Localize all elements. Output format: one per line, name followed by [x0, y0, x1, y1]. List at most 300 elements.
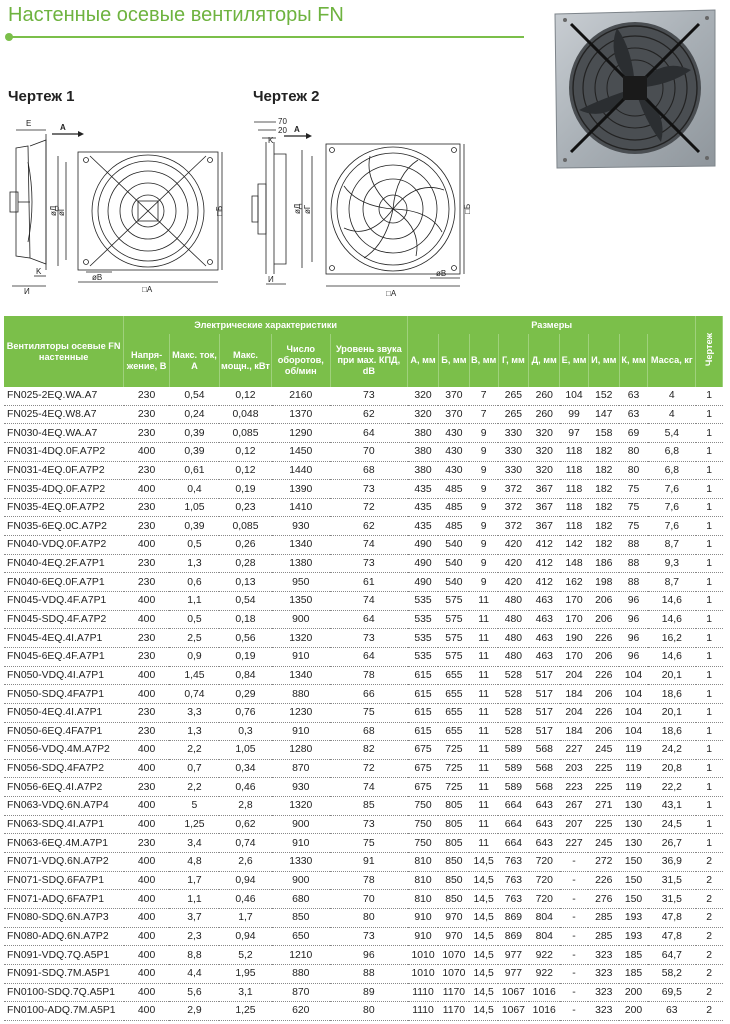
table-cell: 540	[438, 573, 469, 592]
table-cell: 200	[619, 983, 648, 1002]
table-cell: 810	[408, 871, 439, 890]
drawing-header: Чертеж	[696, 316, 723, 387]
table-cell: 226	[588, 703, 619, 722]
table-cell: 230	[124, 405, 170, 424]
table-cell: 69	[619, 424, 648, 443]
table-cell: 230	[124, 517, 170, 536]
table-cell: 517	[529, 685, 560, 704]
table-cell: 763	[498, 890, 529, 909]
table-cell: 74	[330, 778, 408, 797]
table-cell: 910	[272, 834, 330, 853]
table-cell: 104	[619, 685, 648, 704]
table-cell: 720	[529, 871, 560, 890]
column-header: И, мм	[588, 334, 619, 387]
table-cell: 9	[469, 480, 498, 499]
table-cell: 225	[588, 815, 619, 834]
svg-text:øB: øB	[92, 273, 103, 282]
table-cell: 323	[588, 1002, 619, 1021]
table-cell: 0,7	[169, 759, 219, 778]
table-cell: 1280	[272, 741, 330, 760]
table-cell: 910	[272, 647, 330, 666]
table-cell: 88	[619, 536, 648, 555]
table-cell: 1410	[272, 498, 330, 517]
table-cell: 922	[529, 964, 560, 983]
table-cell: 0,39	[169, 442, 219, 461]
table-cell: 1390	[272, 480, 330, 499]
table-cell: 75	[619, 480, 648, 499]
table-cell: 810	[408, 890, 439, 909]
table-cell: 650	[272, 927, 330, 946]
table-cell: 226	[588, 629, 619, 648]
table-cell: 1,95	[219, 964, 271, 983]
svg-text:K: K	[268, 136, 274, 145]
table-cell: 0,34	[219, 759, 271, 778]
table-cell: 0,12	[219, 387, 271, 405]
table-cell: 68	[330, 722, 408, 741]
table-cell: 104	[619, 666, 648, 685]
model-cell: FN050-6EQ.4FA7P1	[4, 722, 124, 741]
table-cell: 0,46	[219, 778, 271, 797]
table-cell: 11	[469, 685, 498, 704]
table-row	[4, 759, 723, 778]
table-cell: 9	[469, 573, 498, 592]
table-row	[4, 573, 723, 592]
table-cell: 0,4	[169, 480, 219, 499]
table-cell: 7,6	[648, 480, 696, 499]
table-cell: 490	[408, 573, 439, 592]
table-cell: 104	[619, 703, 648, 722]
table-cell: 1	[696, 424, 723, 443]
table-cell: 11	[469, 703, 498, 722]
table-cell: 230	[124, 834, 170, 853]
table-cell: 400	[124, 927, 170, 946]
table-cell: 16,2	[648, 629, 696, 648]
table-cell: 870	[272, 983, 330, 1002]
table-cell: 400	[124, 741, 170, 760]
table-cell: 230	[124, 573, 170, 592]
table-cell: 1330	[272, 853, 330, 872]
table-cell: 11	[469, 815, 498, 834]
table-cell: 80	[619, 442, 648, 461]
table-cell: 4,4	[169, 964, 219, 983]
table-cell: 73	[330, 927, 408, 946]
table-cell: 162	[560, 573, 589, 592]
table-row	[4, 890, 723, 909]
table-cell: 70	[330, 890, 408, 909]
table-cell: 5	[169, 797, 219, 816]
model-cell: FN030-4EQ.WA.A7	[4, 424, 124, 443]
table-cell: -	[560, 853, 589, 872]
table-cell: 8,7	[648, 536, 696, 555]
table-cell: -	[560, 1002, 589, 1021]
svg-text:øB: øB	[436, 269, 447, 278]
table-cell: 535	[408, 610, 439, 629]
table-cell: 9	[469, 536, 498, 555]
electrical-group-header: Электрические характеристики	[124, 316, 408, 334]
table-cell: 1	[696, 498, 723, 517]
svg-text:□Б: □Б	[215, 205, 224, 216]
table-cell: 485	[438, 517, 469, 536]
table-cell: 2	[696, 908, 723, 927]
table-cell: 11	[469, 759, 498, 778]
table-cell: 664	[498, 815, 529, 834]
table-cell: 930	[272, 517, 330, 536]
table-cell: 198	[588, 573, 619, 592]
table-cell: 150	[619, 853, 648, 872]
table-cell: 1170	[438, 1002, 469, 1021]
table-row	[4, 834, 723, 853]
table-cell: 185	[619, 964, 648, 983]
table-cell: 47,8	[648, 927, 696, 946]
table-cell: 2	[696, 871, 723, 890]
table-row	[4, 685, 723, 704]
table-cell: 1	[696, 647, 723, 666]
table-cell: 850	[272, 908, 330, 927]
table-cell: 14,5	[469, 1002, 498, 1021]
table-cell: 615	[408, 666, 439, 685]
table-cell: 1	[696, 815, 723, 834]
table-cell: 535	[408, 647, 439, 666]
table-cell: 420	[498, 573, 529, 592]
table-cell: 230	[124, 778, 170, 797]
table-cell: 2	[696, 964, 723, 983]
table-cell: 9	[469, 461, 498, 480]
table-cell: 643	[529, 815, 560, 834]
table-cell: 1210	[272, 946, 330, 965]
table-row	[4, 666, 723, 685]
table-cell: 575	[438, 610, 469, 629]
table-cell: 1	[696, 536, 723, 555]
table-cell: 615	[408, 703, 439, 722]
svg-text:A: A	[60, 123, 66, 132]
table-cell: 11	[469, 778, 498, 797]
table-cell: 320	[529, 442, 560, 461]
table-cell: 1010	[408, 946, 439, 965]
table-cell: 1	[696, 685, 723, 704]
table-cell: 64,7	[648, 946, 696, 965]
table-cell: 463	[529, 610, 560, 629]
table-cell: 9	[469, 554, 498, 573]
table-cell: 2,2	[169, 741, 219, 760]
table-cell: 47,8	[648, 908, 696, 927]
table-cell: 400	[124, 536, 170, 555]
model-cell: FN031-4DQ.0F.A7P2	[4, 442, 124, 461]
model-cell: FN091-VDQ.7Q.A5P1	[4, 946, 124, 965]
table-row	[4, 647, 723, 666]
table-cell: 230	[124, 554, 170, 573]
title-rule	[8, 36, 524, 38]
model-cell: FN0100-SDQ.7Q.A5P1	[4, 983, 124, 1002]
table-cell: 1	[696, 610, 723, 629]
table-cell: 910	[408, 908, 439, 927]
table-cell: 11	[469, 741, 498, 760]
table-cell: 148	[560, 554, 589, 573]
table-row	[4, 405, 723, 424]
table-cell: 0,62	[219, 815, 271, 834]
table-cell: 463	[529, 592, 560, 611]
table-cell: 73	[330, 815, 408, 834]
table-cell: 68	[330, 461, 408, 480]
table-cell: 230	[124, 703, 170, 722]
table-row	[4, 797, 723, 816]
svg-text:□A: □A	[142, 285, 153, 294]
table-cell: 203	[560, 759, 589, 778]
table-cell: 535	[408, 592, 439, 611]
table-cell: 8,8	[169, 946, 219, 965]
svg-text:20: 20	[278, 126, 287, 135]
table-cell: 1290	[272, 424, 330, 443]
table-cell: 227	[560, 741, 589, 760]
table-cell: 675	[408, 778, 439, 797]
table-cell: 184	[560, 722, 589, 741]
svg-text:70: 70	[278, 117, 287, 126]
table-cell: 200	[619, 1002, 648, 1021]
table-cell: 0,54	[219, 592, 271, 611]
table-cell: 82	[330, 741, 408, 760]
table-cell: 14,5	[469, 946, 498, 965]
table-cell: 142	[560, 536, 589, 555]
table-cell: 271	[588, 797, 619, 816]
table-cell: 850	[438, 853, 469, 872]
model-cell: FN045-6EQ.4F.A7P1	[4, 647, 124, 666]
table-cell: 0,61	[169, 461, 219, 480]
table-cell: 11	[469, 666, 498, 685]
model-cell: FN091-SDQ.7M.A5P1	[4, 964, 124, 983]
svg-text:□A: □A	[386, 289, 397, 298]
table-cell: 869	[498, 908, 529, 927]
table-cell: 0,12	[219, 461, 271, 480]
table-cell: 9	[469, 442, 498, 461]
table-cell: 11	[469, 610, 498, 629]
table-cell: 575	[438, 647, 469, 666]
table-cell: 517	[529, 666, 560, 685]
table-cell: 330	[498, 442, 529, 461]
table-cell: 528	[498, 722, 529, 741]
column-header: Макс. ток, А	[169, 334, 219, 387]
table-cell: 680	[272, 890, 330, 909]
table-cell: 372	[498, 517, 529, 536]
table-row	[4, 778, 723, 797]
table-cell: 285	[588, 927, 619, 946]
table-cell: 750	[408, 797, 439, 816]
table-cell: 14,5	[469, 908, 498, 927]
table-cell: 3,1	[219, 983, 271, 1002]
table-cell: 14,5	[469, 964, 498, 983]
table-cell: 75	[619, 498, 648, 517]
table-cell: 170	[560, 647, 589, 666]
table-cell: 2,3	[169, 927, 219, 946]
table-cell: 72	[330, 759, 408, 778]
table-row	[4, 871, 723, 890]
table-row	[4, 592, 723, 611]
table-cell: 63	[648, 1002, 696, 1021]
table-cell: 320	[408, 387, 439, 405]
table-cell: 1067	[498, 1002, 529, 1021]
table-cell: 182	[588, 536, 619, 555]
table-cell: 225	[588, 759, 619, 778]
table-cell: 62	[330, 517, 408, 536]
table-cell: 85	[330, 797, 408, 816]
table-cell: 323	[588, 964, 619, 983]
table-cell: 119	[619, 741, 648, 760]
table-cell: 1340	[272, 666, 330, 685]
table-cell: 184	[560, 685, 589, 704]
table-cell: 206	[588, 592, 619, 611]
table-cell: 9,3	[648, 554, 696, 573]
table-cell: 0,56	[219, 629, 271, 648]
model-cell: FN056-SDQ.4FA7P2	[4, 759, 124, 778]
table-cell: 5,6	[169, 983, 219, 1002]
table-cell: 7	[469, 405, 498, 424]
table-cell: 72	[330, 498, 408, 517]
table-cell: 97	[560, 424, 589, 443]
table-cell: 230	[124, 722, 170, 741]
table-cell: 1350	[272, 592, 330, 611]
table-cell: 1,7	[169, 871, 219, 890]
table-row	[4, 517, 723, 536]
table-cell: 900	[272, 815, 330, 834]
table-cell: 206	[588, 685, 619, 704]
model-cell: FN045-VDQ.4F.A7P1	[4, 592, 124, 611]
table-cell: 1110	[408, 983, 439, 1002]
table-cell: 118	[560, 517, 589, 536]
table-cell: 230	[124, 461, 170, 480]
table-cell: 0,84	[219, 666, 271, 685]
table-cell: 99	[560, 405, 589, 424]
table-cell: 6,8	[648, 461, 696, 480]
table-cell: 400	[124, 908, 170, 927]
table-cell: 517	[529, 722, 560, 741]
column-header: Г, мм	[498, 334, 529, 387]
table-cell: 1,05	[169, 498, 219, 517]
model-cell: FN080-SDQ.6N.A7P3	[4, 908, 124, 927]
table-cell: 88	[619, 573, 648, 592]
table-cell: 73	[330, 387, 408, 405]
table-cell: 104	[619, 722, 648, 741]
table-cell: 14,5	[469, 927, 498, 946]
table-row	[4, 554, 723, 573]
model-cell: FN080-ADQ.6N.A7P2	[4, 927, 124, 946]
table-cell: 89	[330, 983, 408, 1002]
table-cell: 880	[272, 964, 330, 983]
table-cell: 14,6	[648, 592, 696, 611]
model-cell: FN071-SDQ.6FA7P1	[4, 871, 124, 890]
table-cell: 185	[619, 946, 648, 965]
table-cell: 575	[438, 592, 469, 611]
table-cell: 1,05	[219, 741, 271, 760]
table-cell: 9	[469, 517, 498, 536]
table-cell: 0,085	[219, 517, 271, 536]
table-row	[4, 610, 723, 629]
table-cell: 430	[438, 424, 469, 443]
table-cell: 20,1	[648, 666, 696, 685]
table-cell: 14,6	[648, 647, 696, 666]
table-cell: 0,94	[219, 871, 271, 890]
table-cell: 400	[124, 815, 170, 834]
table-cell: 400	[124, 964, 170, 983]
table-row	[4, 442, 723, 461]
table-cell: 0,26	[219, 536, 271, 555]
table-cell: 1070	[438, 946, 469, 965]
table-cell: 14,5	[469, 890, 498, 909]
table-cell: 0,5	[169, 610, 219, 629]
table-cell: 285	[588, 908, 619, 927]
table-cell: 430	[438, 461, 469, 480]
table-cell: 0,085	[219, 424, 271, 443]
table-cell: 1340	[272, 536, 330, 555]
table-cell: 750	[408, 815, 439, 834]
model-cell: FN050-VDQ.4I.A7P1	[4, 666, 124, 685]
table-cell: 182	[588, 480, 619, 499]
svg-text:E: E	[26, 119, 32, 128]
table-cell: 62	[330, 405, 408, 424]
table-cell: 412	[529, 536, 560, 555]
table-cell: 850	[438, 890, 469, 909]
table-cell: 0,24	[169, 405, 219, 424]
table-cell: 1440	[272, 461, 330, 480]
table-cell: 725	[438, 759, 469, 778]
table-cell: 118	[560, 461, 589, 480]
model-cell: FN071-VDQ.6N.A7P2	[4, 853, 124, 872]
table-cell: 96	[619, 647, 648, 666]
table-cell: 528	[498, 666, 529, 685]
table-cell: 480	[498, 592, 529, 611]
table-cell: 1067	[498, 983, 529, 1002]
table-cell: 380	[408, 461, 439, 480]
table-cell: 66	[330, 685, 408, 704]
table-cell: 1016	[529, 1002, 560, 1021]
table-row	[4, 424, 723, 443]
table-row	[4, 927, 723, 946]
table-cell: 245	[588, 741, 619, 760]
table-cell: 805	[438, 834, 469, 853]
table-cell: 206	[588, 647, 619, 666]
model-cell: FN045-SDQ.4F.A7P2	[4, 610, 124, 629]
table-cell: 7,6	[648, 517, 696, 536]
table-cell: 96	[330, 946, 408, 965]
table-cell: 2	[696, 853, 723, 872]
model-cell: FN040-VDQ.0F.A7P2	[4, 536, 124, 555]
table-cell: 245	[588, 834, 619, 853]
table-cell: 230	[124, 629, 170, 648]
table-cell: 480	[498, 610, 529, 629]
table-cell: 1,25	[219, 1002, 271, 1021]
table-cell: 1230	[272, 703, 330, 722]
svg-text:A: A	[294, 125, 300, 134]
table-cell: 870	[272, 759, 330, 778]
model-cell: FN063-SDQ.4I.A7P1	[4, 815, 124, 834]
table-cell: 1	[696, 387, 723, 405]
table-row	[4, 1002, 723, 1021]
table-cell: 1110	[408, 1002, 439, 1021]
table-cell: 0,6	[169, 573, 219, 592]
table-cell: 11	[469, 647, 498, 666]
dimensions-group-header: Размеры	[408, 316, 696, 334]
table-cell: 1,7	[219, 908, 271, 927]
table-cell: 75	[330, 703, 408, 722]
svg-text:øД: øД	[293, 203, 302, 214]
table-cell: 435	[408, 498, 439, 517]
table-cell: 223	[560, 778, 589, 797]
table-cell: 977	[498, 946, 529, 965]
table-cell: 643	[529, 797, 560, 816]
table-cell: 182	[588, 461, 619, 480]
model-cell: FN056-VDQ.4M.A7P2	[4, 741, 124, 760]
table-cell: 675	[408, 741, 439, 760]
table-cell: 0,46	[219, 890, 271, 909]
column-header: Уровень звука при мах. КПД, dB	[330, 334, 408, 387]
table-cell: 320	[408, 405, 439, 424]
